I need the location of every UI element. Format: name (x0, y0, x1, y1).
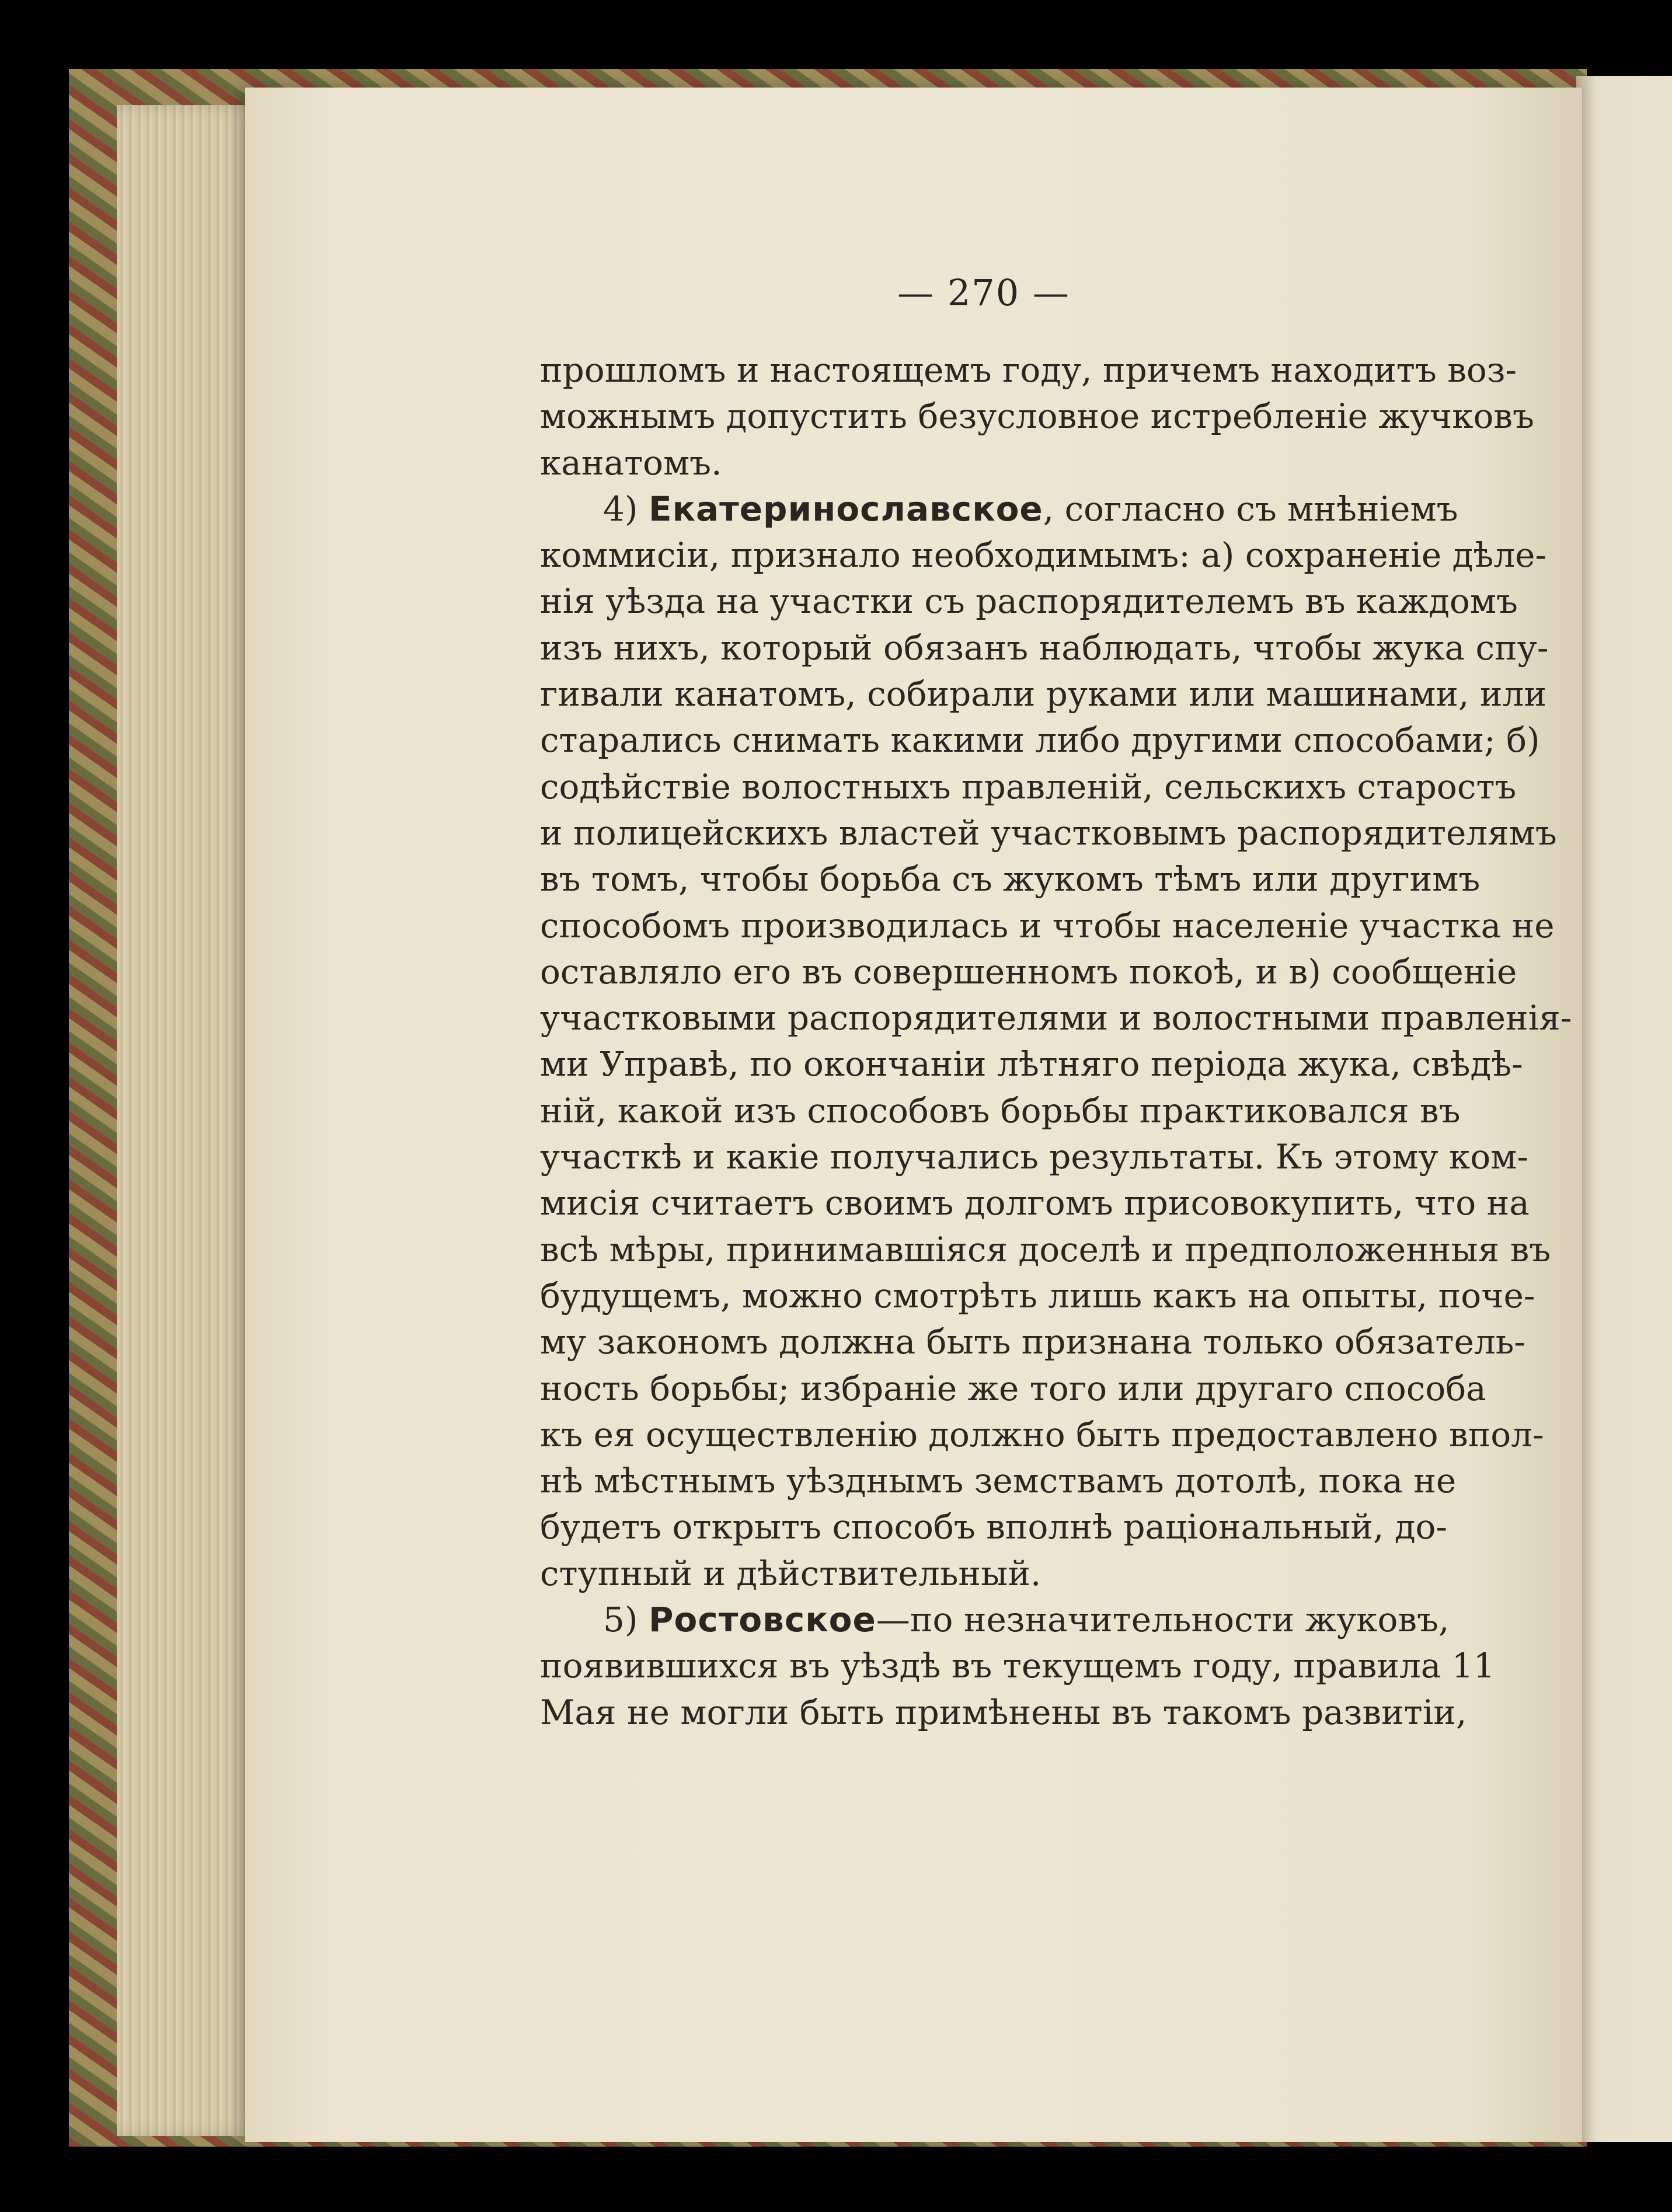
line-text: и полицейскихъ властей участковымъ распорядителямъ (540, 812, 1557, 853)
line-text: нѣ мѣстнымъ уѣзднымъ земствамъ дотолѣ, пока не (540, 1461, 1457, 1501)
text-line (540, 1643, 1495, 1689)
line-text: оставляло его въ совершенномъ покоѣ, и в) сообщеніе (540, 951, 1517, 992)
page-text (540, 347, 1572, 1736)
line-text: участковыми распорядителями и волостными правленія- (540, 998, 1572, 1038)
line-text: всѣ мѣры, принимавшіяся доселѣ и предположенныя въ (540, 1229, 1551, 1269)
line-text: ступный и дѣйствительный. (540, 1553, 1041, 1593)
text-line (540, 949, 1517, 995)
text-line (540, 1458, 1457, 1504)
line-text: старались снимать какими либо другими способами; б) (540, 720, 1540, 760)
text-line (540, 1597, 1450, 1643)
page-edges (117, 105, 263, 2136)
text-line (540, 764, 1517, 810)
line-text: Мая не могли быть примѣнены въ такомъ развитіи, (540, 1692, 1467, 1732)
line-text: къ ея осуществленію должно быть предоставлено впол- (540, 1414, 1544, 1454)
text-line (540, 717, 1540, 763)
paragraph-number: 5) (603, 1600, 649, 1640)
line-text: способомъ производилась и чтобы населеніе участка не (540, 905, 1555, 945)
text-line (540, 1041, 1523, 1087)
line-text: му закономъ должна быть признана только обязатель- (540, 1322, 1525, 1362)
text-line (540, 578, 1518, 624)
line-text: будущемъ, можно смотрѣть лишь какъ на опыты, поче- (540, 1275, 1535, 1316)
text-line (540, 486, 1458, 532)
line-text: появившихся въ уѣздѣ въ текущемъ году, правила 11 (540, 1646, 1495, 1686)
line-text: мисія считаетъ своимъ долгомъ присовокупить, что на (540, 1183, 1530, 1223)
facing-page (1576, 76, 1672, 2142)
text-line (540, 1551, 1430, 1597)
line-text: —по незначительности жуковъ, (876, 1600, 1450, 1640)
district-name: Ростовское (648, 1600, 876, 1640)
line-text: ми Управѣ, по окончаніи лѣтняго періода жука, свѣдѣ- (540, 1044, 1523, 1084)
line-text: будетъ открытъ способъ вполнѣ раціональный, до- (540, 1507, 1448, 1547)
paragraph-number: 4) (603, 489, 649, 529)
line-text: содѣйствіе волостныхъ правленій, сельскихъ старостъ (540, 766, 1517, 807)
text-line (540, 1690, 1467, 1736)
text-line (540, 856, 1481, 902)
text-line (540, 1412, 1544, 1458)
line-text: прошломъ и настоящемъ году, причемъ находитъ воз- (540, 350, 1517, 390)
text-line (540, 1134, 1528, 1180)
text-line (540, 995, 1572, 1041)
text-line (540, 1504, 1448, 1550)
text-line (540, 532, 1547, 578)
text-line (540, 903, 1555, 949)
text-line (540, 671, 1546, 717)
line-text: ній, какой изъ способовъ борьбы практиковался въ (540, 1090, 1461, 1131)
line-text: участкѣ и какіе получались результаты. Къ этому ком- (540, 1137, 1528, 1177)
page-number: — 270 — (897, 271, 1070, 314)
line-text: , согласно съ мнѣніемъ (1043, 489, 1458, 529)
district-name: Екатеринославское (648, 489, 1043, 529)
line-text: гивали канатомъ, собирали руками или машинами, или (540, 674, 1546, 714)
line-text: коммисіи, признало необходимымъ: а) сохраненіе дѣле- (540, 535, 1547, 575)
text-line (540, 1227, 1551, 1273)
line-text: нія уѣзда на участки съ распорядителемъ въ каждомъ (540, 581, 1518, 622)
line-text: изъ нихъ, который обязанъ наблюдать, чтобы жука спу- (540, 627, 1549, 668)
line-text: ность борьбы; избраніе же того или другаго способа (540, 1368, 1486, 1408)
text-line (540, 440, 1430, 486)
text-line (540, 1366, 1486, 1412)
line-text: канатомъ. (540, 442, 722, 483)
text-line (540, 1088, 1461, 1134)
text-line (540, 1180, 1530, 1226)
text-line (540, 1273, 1535, 1319)
text-line (540, 1319, 1525, 1365)
text-line (540, 347, 1517, 393)
line-text: въ томъ, чтобы борьба съ жукомъ тѣмъ или другимъ (540, 859, 1481, 899)
text-line (540, 625, 1549, 671)
text-line (540, 810, 1557, 856)
text-line (540, 393, 1534, 439)
line-text: можнымъ допустить безусловное истребленіе жучковъ (540, 396, 1534, 437)
